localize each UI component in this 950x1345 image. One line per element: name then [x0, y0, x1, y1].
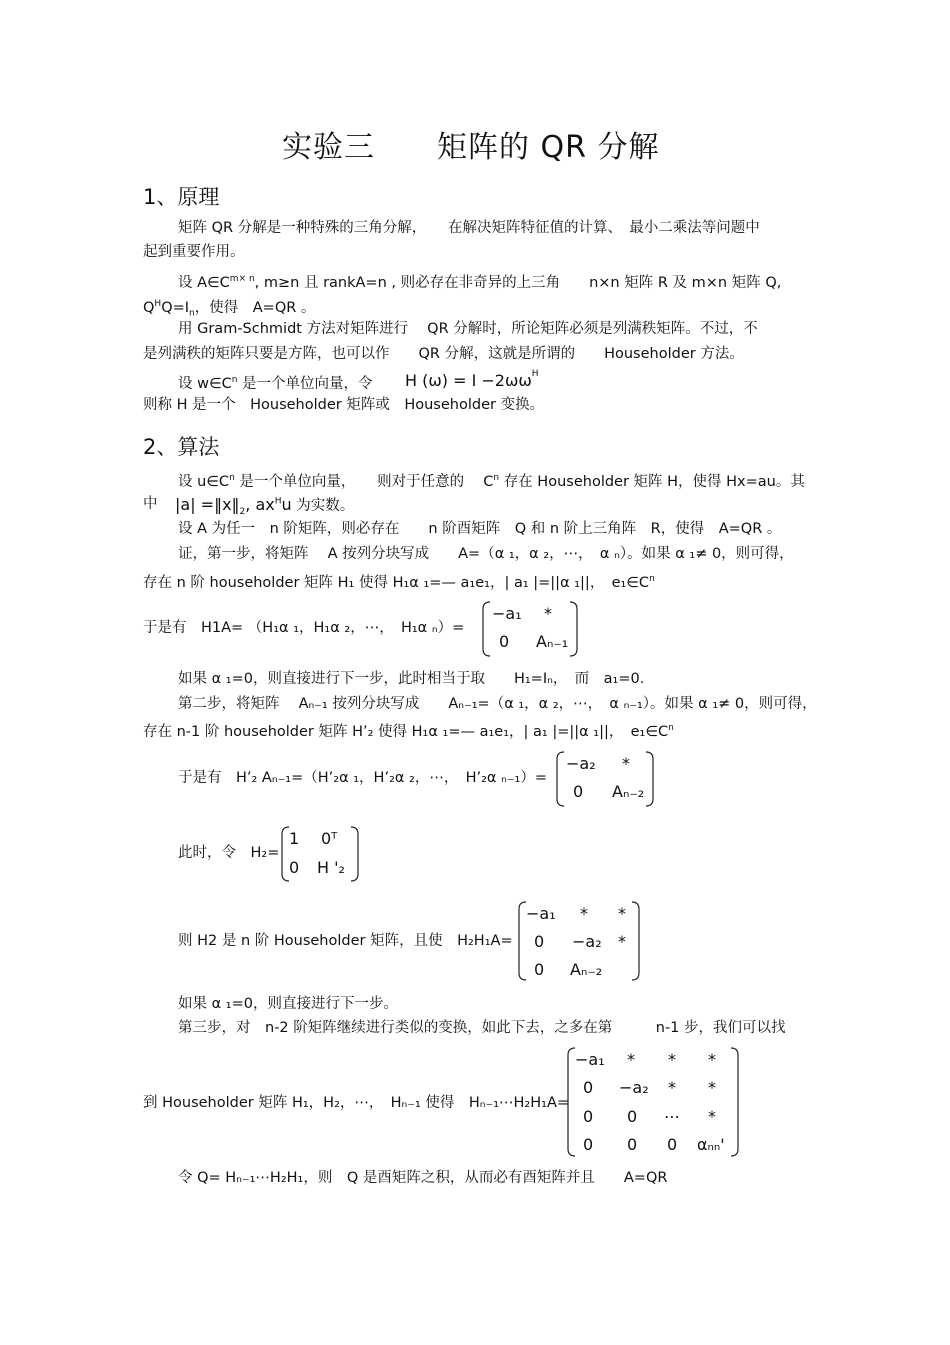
superscript: n: [231, 375, 238, 385]
section-heading-principle: 1、原理: [143, 185, 220, 209]
paragraph-theorem-line1: [178, 468, 805, 492]
formula-text: , ax: [245, 495, 275, 514]
paragraph-step3: 第三步，对 n-2 阶矩阵继续进行类似的变换，如此下去，之多在第 n-1 步，我们可以找: [178, 1020, 786, 1036]
text-segment: 存在 Householder 矩阵 H，使得 Hx=au。其: [499, 473, 805, 490]
matrix-cell: 0: [627, 1135, 638, 1154]
paragraph-theorem-line2-label: 中: [143, 496, 158, 512]
matrix-cell: *: [668, 1078, 676, 1097]
matrix-cell: *: [618, 932, 626, 951]
matrix-cell: *: [668, 1050, 676, 1069]
matrix-cell: 0: [499, 632, 510, 651]
matrix-cell: 0: [534, 932, 545, 951]
page-title: 实验三 矩阵的 QR 分解: [282, 130, 660, 165]
superscript: n: [493, 473, 500, 483]
matrix-cell: −a₂: [619, 1078, 649, 1097]
matrix-cell: *: [708, 1078, 716, 1097]
matrix-h2: [281, 825, 363, 883]
matrix-cell: 0: [583, 1078, 594, 1097]
matrix-cell: 0: [583, 1135, 594, 1154]
matrix-cell: −a₂: [566, 754, 596, 773]
paragraph-householder-def: 则称 H 是一个 Householder 矩阵或 Householder 变换。: [143, 397, 545, 413]
paragraph-gram-schmidt-line2: 是列满秩的矩阵只要是方阵，也可以作 QR 分解，这就是所谓的 Householder 方法。: [143, 346, 744, 362]
matrix-cell: 0: [583, 1107, 594, 1126]
matrix-cell: −a₂: [572, 932, 602, 951]
matrix-cell: Aₙ₋₁: [536, 632, 569, 651]
superscript: H: [154, 299, 162, 309]
norm-formula: [175, 495, 354, 517]
formula-text: u: [281, 495, 292, 514]
matrix-step2: [556, 750, 660, 808]
matrix-cell: *: [580, 904, 588, 923]
matrix-cell: ⋯: [664, 1107, 680, 1126]
matrix-step1: [482, 600, 582, 658]
text-segment: 是一个单位向量， 则对于任意的 C: [234, 473, 494, 490]
text-segment: , m≥n 且 rankA=n , 则必存在非奇异的上三角 n×n 矩阵 R 及 m×n 矩阵 Q,: [254, 274, 782, 291]
paragraph-alpha-zero: 如果 α ₁=0，则直接进行下一步，此时相当于取 H₁=Iₙ， 而 a₁=0.: [178, 671, 645, 687]
paragraph-gram-schmidt-line1: 用 Gram-Schmidt 方法对矩阵进行 QR 分解时，所论矩阵必须是列满秩矩阵。不过，不: [178, 321, 758, 337]
matrix-cell: 0: [627, 1107, 638, 1126]
matrix-cell: −a₁: [526, 904, 556, 923]
matrix-cell: −a₁: [575, 1050, 605, 1069]
matrix-cell: *: [618, 904, 626, 923]
text-segment: Q: [143, 299, 155, 316]
paragraph-step1-line2: [143, 569, 655, 593]
matrix-cell: *: [622, 754, 630, 773]
matrix-cell: 0: [534, 960, 545, 979]
text-segment: ，使得 A=QR 。: [194, 299, 316, 316]
matrix-cell: Aₙ₋₂: [612, 782, 645, 801]
text-segment: 设 w∈C: [178, 375, 232, 392]
equation2-lhs: 于是有 H’₂ Aₙ₋₁=（H’₂α ₁，H’₂α ₂，⋯， H’₂α ₙ₋₁）=: [178, 770, 547, 786]
matrix-upper-triangular: [567, 1046, 743, 1158]
formula-text: H (ω) = I −2ωω: [405, 371, 532, 390]
matrix-cell: *: [627, 1050, 635, 1069]
paragraph-alpha-zero-next: 如果 α ₁=0，则直接进行下一步。: [178, 996, 398, 1012]
text-segment: 是一个单位向量，令: [237, 375, 373, 392]
matrix-cell: 1: [289, 829, 300, 848]
text-segment: 设 A∈C: [178, 274, 230, 291]
text-segment: 存在 n-1 阶 householder 矩阵 H’₂ 使得 H₁α ₁=— a₁e₁，| a₁ |=||α ₁||， e₁∈C: [143, 723, 669, 740]
superscript: H: [274, 496, 282, 507]
text-segment: 为实数。: [291, 498, 355, 514]
section-heading-algorithm: 2、算法: [143, 435, 220, 459]
superscript: n: [229, 473, 235, 483]
text-segment: 存在 n 阶 householder 矩阵 H₁ 使得 H₁α ₁=— a₁e₁，| a₁ |=||α ₁||， e₁∈C: [143, 574, 650, 591]
matrix-cell: 0ᵀ: [321, 829, 338, 848]
matrix-cell: −a₁: [492, 604, 522, 623]
equation4-lhs: 则 H2 是 n 阶 Householder 矩阵，且使 H₂H₁A=: [178, 933, 513, 949]
matrix-cell: *: [544, 604, 552, 623]
equation3-lhs: 此时，令 H₂=: [178, 845, 280, 861]
superscript: n: [668, 723, 674, 733]
superscript: H: [531, 368, 539, 379]
matrix-cell: 0: [289, 858, 300, 877]
paragraph-conclusion: 令 Q= Hₙ₋₁⋯H₂H₁，则 Q 是酉矩阵之积，从而必有酉矩阵并且 A=QR: [178, 1170, 668, 1186]
matrix-cell: Aₙ₋₂: [570, 960, 603, 979]
paragraph-qr-existence: 设 A 为任一 n 阶矩阵，则必存在 n 阶酉矩阵 Q 和 n 阶上三角阵 R，使得 A=QR 。: [178, 521, 782, 537]
paragraph-step2-line2: [143, 718, 674, 742]
matrix-cell: *: [708, 1050, 716, 1069]
matrix-cell: *: [708, 1107, 716, 1126]
paragraph-step2-line1: 第二步，将矩阵 Aₙ₋₁ 按列分块写成 Aₙ₋₁=（α ₁，α ₂，⋯， α ₙ₋₁）。如果 α ₁≠ 0，则可得，: [178, 696, 817, 712]
equation5-lhs: 到 Householder 矩阵 H₁，H₂，⋯， Hₙ₋₁ 使得 Hₙ₋₁⋯H₂H₁A=: [143, 1095, 570, 1111]
matrix-cell: 0: [667, 1135, 678, 1154]
superscript: n: [649, 574, 655, 584]
text-segment: Q=I: [161, 299, 190, 316]
paragraph-qr-intro-line1: 矩阵 QR 分解是一种特殊的三角分解， 在解决矩阵特征值的计算、 最小二乘法等问题中: [178, 220, 760, 236]
paragraph-condition-line1: [178, 269, 781, 293]
paragraph-unit-vector: [178, 370, 373, 394]
matrix-cell: H '₂: [317, 858, 345, 877]
matrix-cell: 0: [573, 782, 584, 801]
paragraph-qr-intro-line2: 起到重要作用。: [143, 244, 245, 260]
equation1-lhs: 于是有 H1A= （H₁α ₁，H₁α ₂，⋯， H₁α ₙ）=: [143, 620, 465, 636]
text-segment: 设 u∈C: [178, 473, 230, 490]
formula-text: |a| =‖x‖: [175, 495, 240, 514]
subscript: n: [189, 308, 195, 319]
superscript: m× n: [229, 274, 255, 284]
matrix-cell: αₙₙ': [697, 1135, 725, 1154]
subscript: 2: [239, 507, 246, 518]
matrix-h2h1a: [518, 900, 644, 982]
householder-formula: [405, 368, 539, 390]
paragraph-step1-line1: 证，第一步，将矩阵 A 按列分块写成 A=（α ₁，α ₂，⋯， α ₙ）。如果 α ₁≠ 0，则可得，: [178, 546, 794, 562]
